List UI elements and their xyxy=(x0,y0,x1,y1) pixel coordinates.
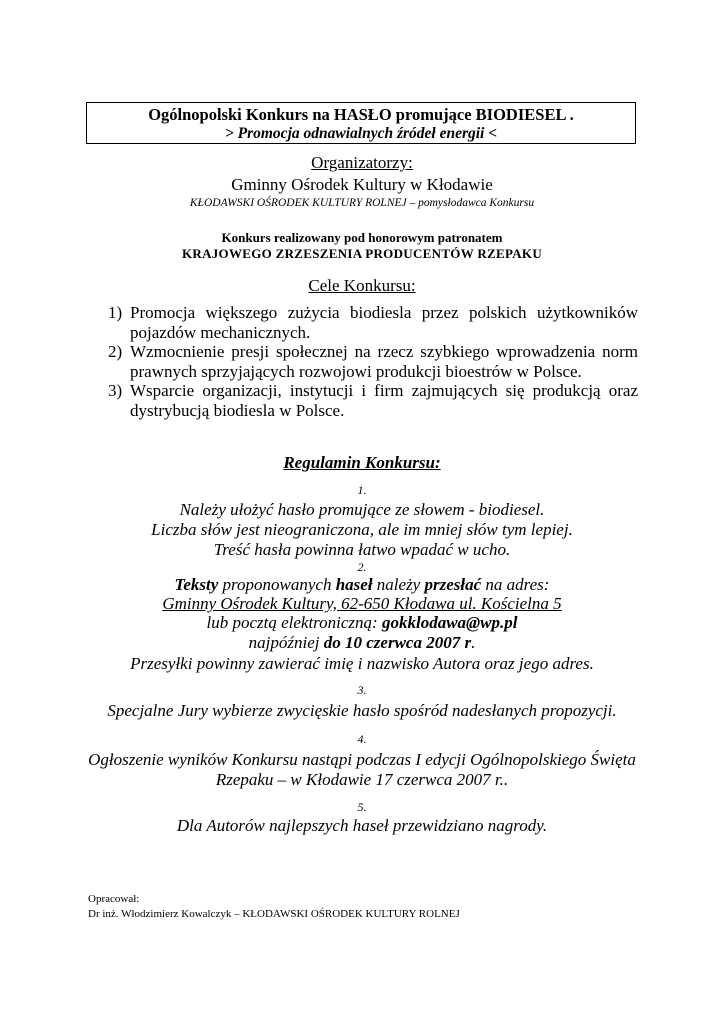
rule-emphasis: haseł xyxy=(335,575,373,594)
rule-text: Specjalne Jury wybierze zwycięskie hasło spośród nadesłanych propozycji. xyxy=(107,701,617,720)
postal-address: Gminny Ośrodek Kultury, 62-650 Kłodawa ul. Kościelna 5 xyxy=(162,594,562,613)
email-address: gokklodawa@wp.pl xyxy=(381,613,518,632)
rule-number: 4. xyxy=(357,732,367,746)
organizer-name: Gminny Ośrodek Kultury w Kłodawie xyxy=(231,175,493,194)
title-subtitle: > Promocja odnawialnych źródeł energii < xyxy=(224,125,498,142)
footer-author: Dr inż. Włodzimierz Kowalczyk – KŁODAWSKI OŚRODEK KULTURY ROLNEJ xyxy=(88,908,460,920)
rules-heading: Regulamin Konkursu: xyxy=(283,453,441,472)
rule-text: Rzepaku – w Kłodawie 17 czerwca 2007 r.. xyxy=(215,770,509,789)
goal-text: Wsparcie organizacji, instytucji i firm zajmujących się produkcją oraz dystrybucją biodiesla w Polsce. xyxy=(130,381,638,420)
goals-list xyxy=(108,303,638,420)
deadline-date: do 10 czerwca 2007 r xyxy=(323,633,472,652)
goal-text: Promocja większego zużycia biodiesla przez polskich użytkowników pojazdów mechanicznych. xyxy=(130,303,638,342)
goal-item xyxy=(108,303,638,342)
rule-text: Należy ułożyć hasło promujące ze słowem - biodiesel. xyxy=(179,500,545,519)
rule-emphasis: przesłać xyxy=(424,575,482,594)
rule-number: 2. xyxy=(357,560,367,574)
patronage-line: Konkurs realizowany pod honorowym patronatem xyxy=(221,230,503,245)
title-box xyxy=(86,102,636,144)
footer-label: Opracował: xyxy=(88,893,140,905)
rule-number: 5. xyxy=(357,800,367,814)
rule-text xyxy=(0,613,724,633)
goal-item xyxy=(108,381,638,420)
rule-text-part: należy xyxy=(372,575,425,594)
deadline xyxy=(0,633,724,653)
goal-number: 2) xyxy=(108,342,123,361)
goals-heading: Cele Konkursu: xyxy=(308,276,416,295)
rule-text-part: . xyxy=(471,633,476,652)
rule-text: Liczba słów jest nieograniczona, ale im mniej słów tym lepiej. xyxy=(151,520,573,539)
rule-text: Dla Autorów najlepszych haseł przewidziano nagrody. xyxy=(176,816,548,835)
rule-text-part: najpóźniej xyxy=(248,633,324,652)
title-main: Ogólnopolski Konkurs na HASŁO promujące BIODIESEL . xyxy=(148,105,574,124)
rule-number: 3. xyxy=(357,683,367,697)
rule-text: Treść hasła powinna łatwo wpadać w ucho. xyxy=(213,540,511,559)
rule-text xyxy=(0,575,724,595)
organizer-idea-author: KŁODAWSKI OŚRODEK KULTURY ROLNEJ – pomysłodawca Konkursu xyxy=(189,197,535,209)
patronage-organization: KRAJOWEGO ZRZESZENIA PRODUCENTÓW RZEPAKU xyxy=(181,246,543,261)
rule-text-part: lub pocztą elektroniczną: xyxy=(206,613,382,632)
goal-text: Wzmocnienie presji społecznej na rzecz szybkiego wprowadzenia norm prawnych sprzyjających rozwojowi produkcji bioestrów w Polsce. xyxy=(130,342,638,381)
rule-number: 1. xyxy=(357,483,367,497)
goal-item xyxy=(108,342,638,381)
rule-text-part: proponowanych xyxy=(218,575,336,594)
goal-number: 1) xyxy=(108,303,123,322)
goal-number: 3) xyxy=(108,381,123,400)
rule-text: Ogłoszenie wyników Konkursu nastąpi podczas I edycji Ogólnopolskiego Święta xyxy=(88,750,636,769)
organizers-heading: Organizatorzy: xyxy=(311,153,413,172)
rule-text: Przesyłki powinny zawierać imię i nazwisko Autora oraz jego adres. xyxy=(130,654,594,673)
rule-emphasis: Teksty xyxy=(174,575,219,594)
rule-text-part: na adres: xyxy=(481,575,550,594)
